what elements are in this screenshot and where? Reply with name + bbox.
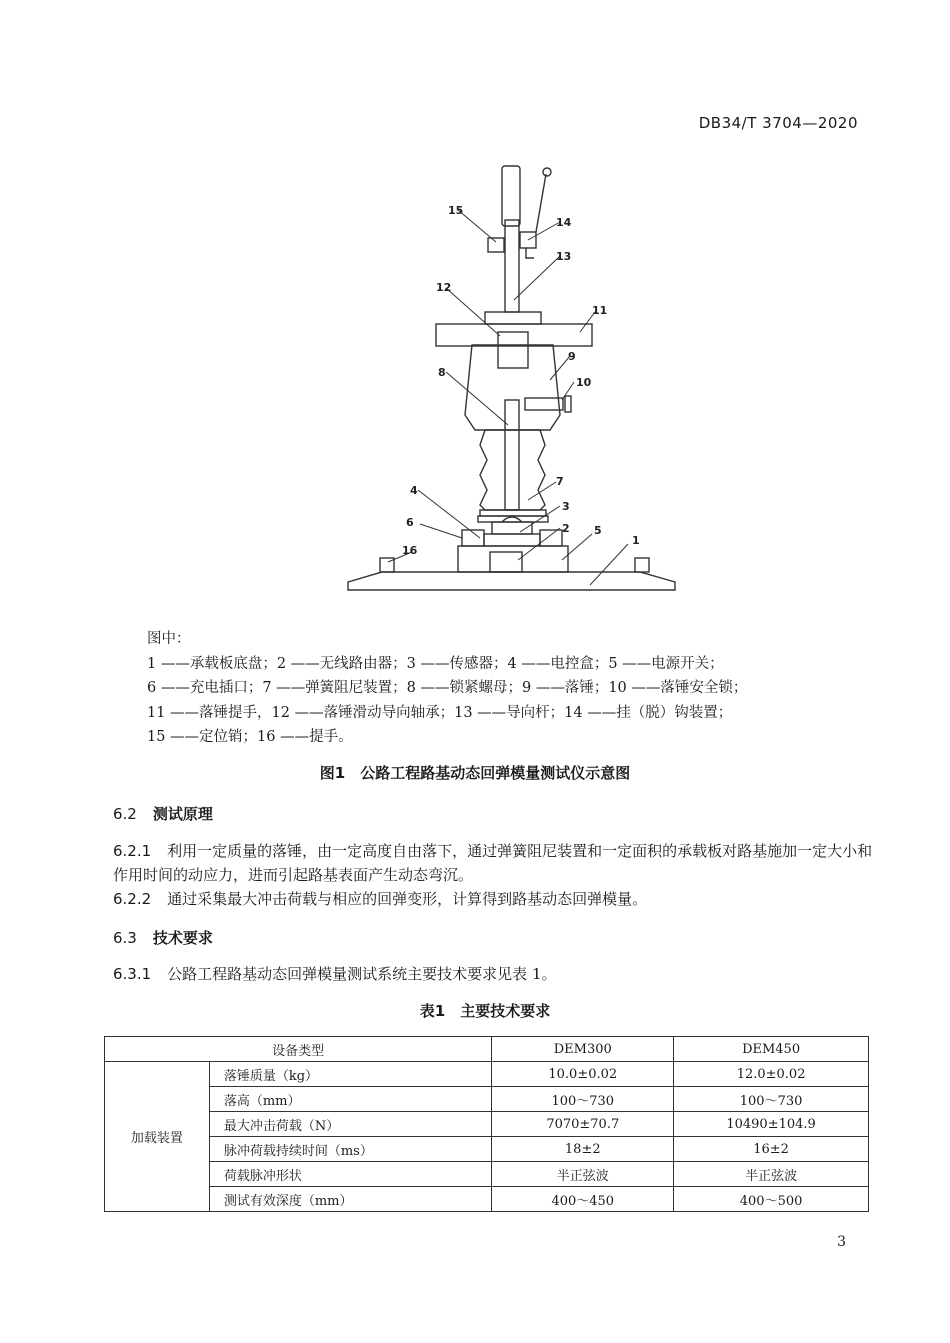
- part-label: 9: [568, 350, 576, 363]
- table-row: [105, 1187, 869, 1212]
- part-label: 5: [594, 524, 602, 537]
- table-cell: 7070±70.7: [492, 1112, 674, 1137]
- part-label: 10: [576, 376, 592, 389]
- spec-table: [104, 1036, 869, 1212]
- section-heading-6-3: [113, 927, 213, 948]
- table-row: [105, 1137, 869, 1162]
- paragraph-6-2-2: [113, 887, 873, 911]
- table-row: [105, 1112, 869, 1137]
- section-heading-6-2: [113, 803, 213, 824]
- part-label: 13: [556, 250, 572, 263]
- page-number: 3: [837, 1234, 846, 1250]
- figure-legend: [147, 627, 867, 750]
- clause-text: 利用一定质量的落锤，由一定高度自由落下，通过弹簧阻尼装置和一定面积的承载板对路基施加一定大小和作用时间的动应力，进而引起路基表面产生动态弯沉。: [113, 842, 873, 884]
- legend-line: 11 ——落锤提手，12 ——落锤滑动导向轴承；13 ——导向杆；14 ——挂（脱）钩装置；: [147, 704, 733, 721]
- part-label: 4: [410, 484, 418, 497]
- document-code: DB34/T 3704—2020: [698, 114, 858, 132]
- table-cell: 12.0±0.02: [674, 1062, 869, 1087]
- legend-line: 1 ——承载板底盘；2 ——无线路由器；3 ——传感器；4 ——电控盒；5 ——电源开关；: [147, 655, 724, 672]
- part-label: 6: [406, 516, 414, 529]
- clause-number: 6.2.2: [113, 890, 152, 908]
- table-cell: 16±2: [674, 1137, 869, 1162]
- part-label: 14: [556, 216, 572, 229]
- table-cell: 脉冲荷载持续时间（ms）: [209, 1137, 492, 1162]
- table-cell: 400～500: [674, 1187, 869, 1212]
- legend-line: 15 ——定位销；16 ——提手。: [147, 729, 353, 745]
- clause-text: 通过采集最大冲击荷载与相应的回弹变形，计算得到路基动态回弹模量。: [167, 890, 648, 908]
- part-label: 11: [592, 304, 608, 317]
- table-cell: 最大冲击荷载（N）: [209, 1112, 492, 1137]
- section-number: 6.3: [113, 929, 137, 947]
- section-title: 技术要求: [152, 929, 213, 947]
- paragraph-6-3-1: [113, 962, 873, 986]
- table-header-cell: 设备类型: [105, 1037, 492, 1062]
- table-cell: 半正弦波: [674, 1162, 869, 1187]
- part-label: 16: [402, 544, 418, 557]
- table-cell: 荷载脉冲形状: [209, 1162, 492, 1187]
- table-row: [105, 1162, 869, 1187]
- part-label: 2: [562, 522, 570, 535]
- table-cell: 10490±104.9: [674, 1112, 869, 1137]
- table-caption: 表1 主要技术要求: [419, 1002, 551, 1020]
- figure-caption: 图1 公路工程路基动态回弹模量测试仪示意图: [319, 764, 631, 782]
- table-row: [105, 1062, 869, 1087]
- table-cell: 400～450: [492, 1187, 674, 1212]
- paragraph-6-2-1: [113, 839, 873, 887]
- part-label: 15: [448, 204, 464, 217]
- table-cell: 测试有效深度（mm）: [209, 1187, 492, 1212]
- table-header-row: [105, 1037, 869, 1062]
- clause-text: 公路工程路基动态回弹模量测试系统主要技术要求见表 1。: [167, 965, 557, 983]
- section-number: 6.2: [113, 805, 137, 823]
- legend-title: 图中：: [147, 631, 191, 647]
- part-label: 8: [438, 366, 446, 379]
- table-cell: 落锤质量（kg）: [209, 1062, 492, 1087]
- clause-number: 6.3.1: [113, 965, 152, 983]
- part-label: 1: [632, 534, 640, 547]
- table-row: [105, 1087, 869, 1112]
- table-cell: 半正弦波: [492, 1162, 674, 1187]
- part-label: 7: [556, 475, 564, 488]
- table-cell: 100～730: [674, 1087, 869, 1112]
- part-label: 3: [562, 500, 570, 513]
- table-cell: 18±2: [492, 1137, 674, 1162]
- section-title: 测试原理: [152, 805, 213, 823]
- table-cell: 落高（mm）: [209, 1087, 492, 1112]
- clause-number: 6.2.1: [113, 842, 152, 860]
- part-label: 12: [436, 281, 452, 294]
- table-group-cell: 加载装置: [105, 1062, 210, 1212]
- legend-line: 6 ——充电插口；7 ——弹簧阻尼装置；8 ——锁紧螺母；9 ——落锤；10 ——落锤安全锁；: [147, 680, 748, 696]
- table-cell: 10.0±0.02: [492, 1062, 674, 1087]
- apparatus-diagram: [340, 160, 685, 602]
- table-header-cell: DEM450: [674, 1037, 869, 1062]
- table-header-cell: DEM300: [492, 1037, 674, 1062]
- table-cell: 100～730: [492, 1087, 674, 1112]
